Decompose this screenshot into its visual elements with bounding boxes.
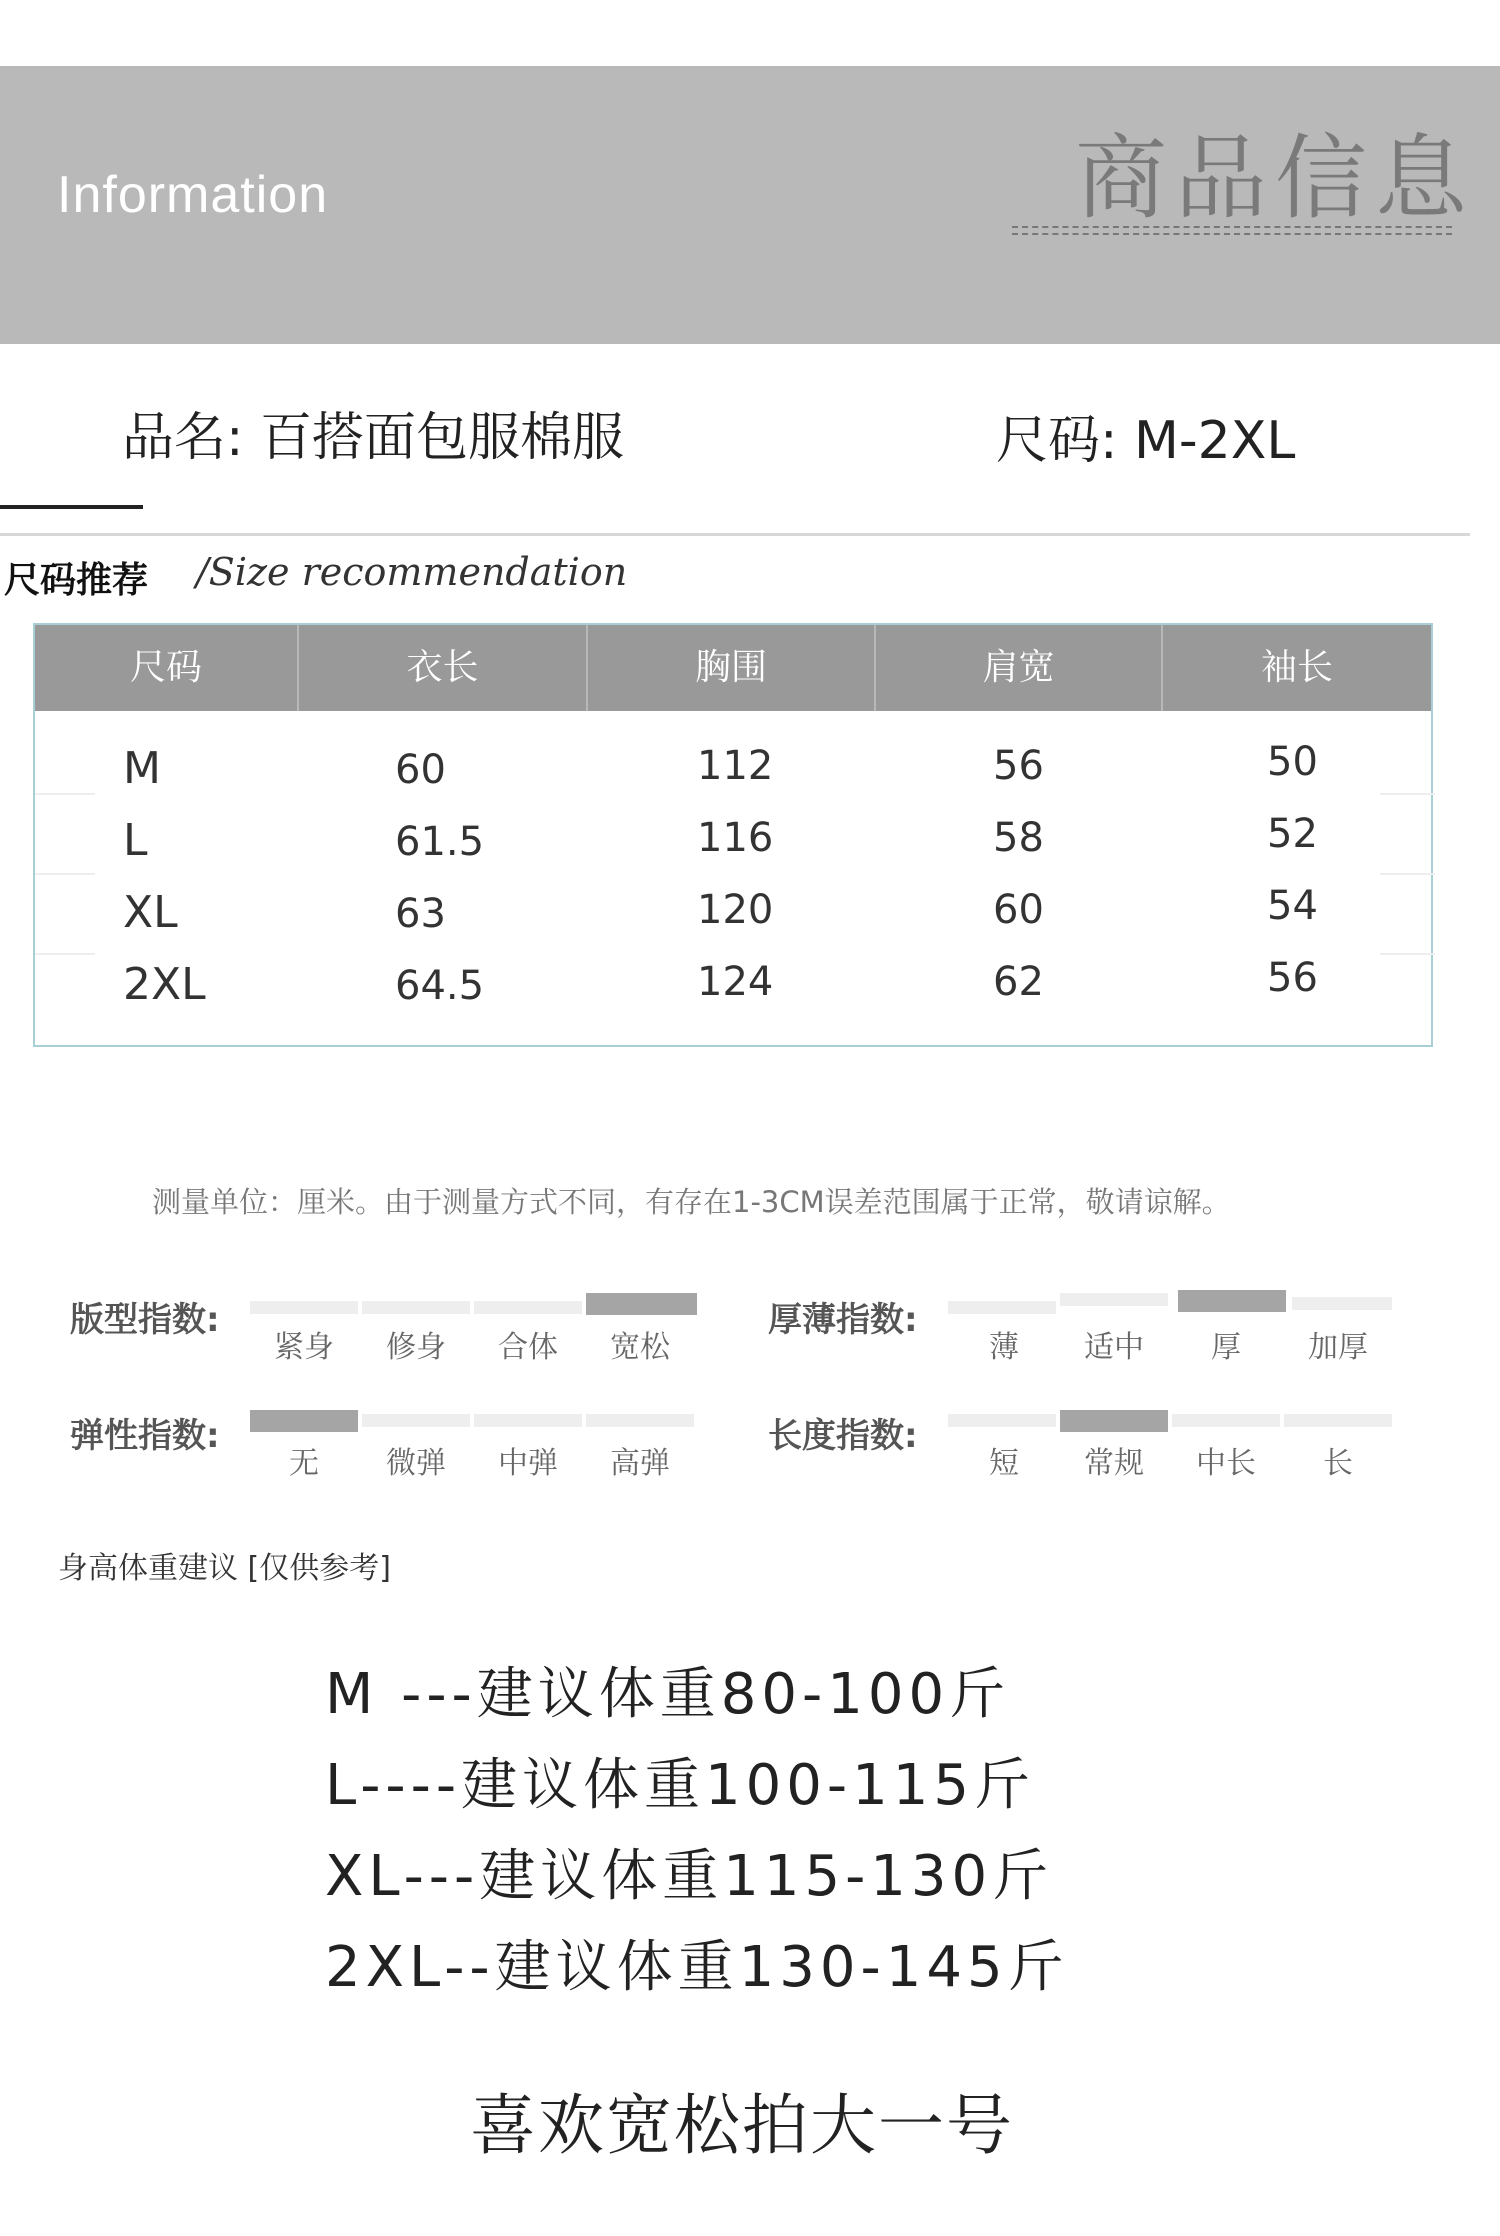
table-cell: 64.5: [395, 963, 485, 1009]
length-index-segment-selected: [1060, 1410, 1168, 1432]
table-cell: 60: [993, 887, 1044, 933]
table-cell: XL: [123, 887, 178, 938]
elasticity-index-option: 高弹: [610, 1446, 670, 1481]
weight-suggestion-title: 身高体重建议 [仅供参考]: [58, 1551, 391, 1586]
divider: [1380, 873, 1435, 875]
length-index-option: 长: [1323, 1446, 1353, 1481]
table-header-cell: 肩宽: [982, 647, 1055, 688]
length-index-option: 常规: [1084, 1446, 1144, 1481]
thickness-index-segment: [948, 1301, 1056, 1314]
thickness-index-option: 厚: [1211, 1330, 1241, 1365]
thickness-index-option: 适中: [1084, 1330, 1144, 1365]
size-recommendation-label: 尺码推荐: [4, 560, 149, 601]
elasticity-index-segment: [474, 1414, 582, 1427]
length-index-title: 长度指数:: [768, 1416, 918, 1456]
fit-index-segment: [250, 1301, 358, 1314]
table-cell: 61.5: [395, 819, 485, 865]
table-cell: 112: [697, 743, 774, 789]
thickness-index-segment-selected: [1178, 1290, 1286, 1312]
table-cell: 58: [993, 815, 1044, 861]
divider: [0, 533, 1470, 536]
thickness-index-title: 厚薄指数:: [768, 1300, 918, 1340]
table-header-cell: 尺码: [129, 647, 202, 688]
weight-line: L----建议体重100-115斤: [325, 1753, 1036, 1818]
length-index-segment: [1172, 1414, 1280, 1427]
size-recommendation-label-en: /Size recommendation: [196, 550, 628, 594]
thickness-index-option: 加厚: [1308, 1330, 1368, 1365]
product-name: 品名: 百搭面包服棉服: [122, 408, 625, 468]
elasticity-index-option: 中弹: [498, 1446, 558, 1481]
table-cell: 63: [395, 891, 446, 937]
size-tip: 喜欢宽松拍大一号: [470, 2087, 1014, 2164]
divider: [35, 953, 95, 955]
table-cell: L: [123, 815, 148, 866]
table-header-cell: 衣长: [406, 647, 479, 688]
divider: [35, 793, 95, 795]
elasticity-index-option: 无: [289, 1446, 319, 1481]
thickness-index-segment: [1060, 1293, 1168, 1306]
table-cell: 52: [1267, 811, 1318, 857]
table-header-cell: 胸围: [694, 647, 767, 688]
measurement-note: 测量单位：厘米。由于测量方式不同，有存在1-3CM误差范围属于正常，敬请谅解。: [152, 1185, 1231, 1219]
weight-line: 2XL--建议体重130-145斤: [325, 1935, 1069, 2000]
elasticity-index-segment: [586, 1414, 694, 1427]
length-index-option: 中长: [1196, 1446, 1256, 1481]
fit-index-option: 修身: [386, 1330, 446, 1365]
table-cell: 60: [395, 747, 446, 793]
table-cell: 120: [697, 887, 774, 933]
table-header-cell: 袖长: [1260, 647, 1333, 688]
elasticity-index-option: 微弹: [386, 1446, 446, 1481]
thickness-index-segment: [1292, 1297, 1392, 1310]
table-cell: 124: [697, 959, 774, 1005]
fit-index-option: 紧身: [274, 1330, 334, 1365]
length-index-segment: [948, 1414, 1056, 1427]
divider: [35, 873, 95, 875]
fit-index-option: 宽松: [610, 1330, 670, 1365]
table-cell: 56: [993, 743, 1044, 789]
size-range: 尺码: M-2XL: [996, 411, 1296, 471]
banner-english-title: Information: [57, 166, 329, 224]
table-cell: M: [123, 743, 161, 794]
divider: [1380, 793, 1435, 795]
banner-chinese-title: 商品信息: [1075, 125, 1476, 232]
fit-index-title: 版型指数:: [70, 1300, 220, 1340]
weight-line: M ---建议体重80-100斤: [325, 1662, 1011, 1727]
elasticity-index-segment: [362, 1414, 470, 1427]
fit-index-segment-selected: [586, 1293, 697, 1315]
elasticity-index-segment-selected: [250, 1410, 358, 1432]
fit-index-option: 合体: [498, 1330, 558, 1365]
table-cell: 116: [697, 815, 774, 861]
divider: [0, 505, 143, 509]
table-header: [35, 625, 1431, 711]
thickness-index-option: 薄: [989, 1330, 1019, 1365]
fit-index-segment: [474, 1301, 582, 1314]
size-table: [33, 623, 1433, 1047]
elasticity-index-title: 弹性指数:: [70, 1416, 220, 1456]
length-index-segment: [1284, 1414, 1392, 1427]
table-cell: 54: [1267, 883, 1318, 929]
table-cell: 56: [1267, 955, 1318, 1001]
length-index-option: 短: [989, 1446, 1019, 1481]
table-cell: 50: [1267, 739, 1318, 785]
fit-index-segment: [362, 1301, 470, 1314]
divider: [1380, 953, 1435, 955]
table-cell: 2XL: [123, 959, 206, 1010]
banner-dashed-rule: [1012, 226, 1452, 228]
banner-dashed-rule: [1012, 233, 1452, 235]
weight-line: XL---建议体重115-130斤: [325, 1844, 1054, 1909]
table-cell: 62: [993, 959, 1044, 1005]
